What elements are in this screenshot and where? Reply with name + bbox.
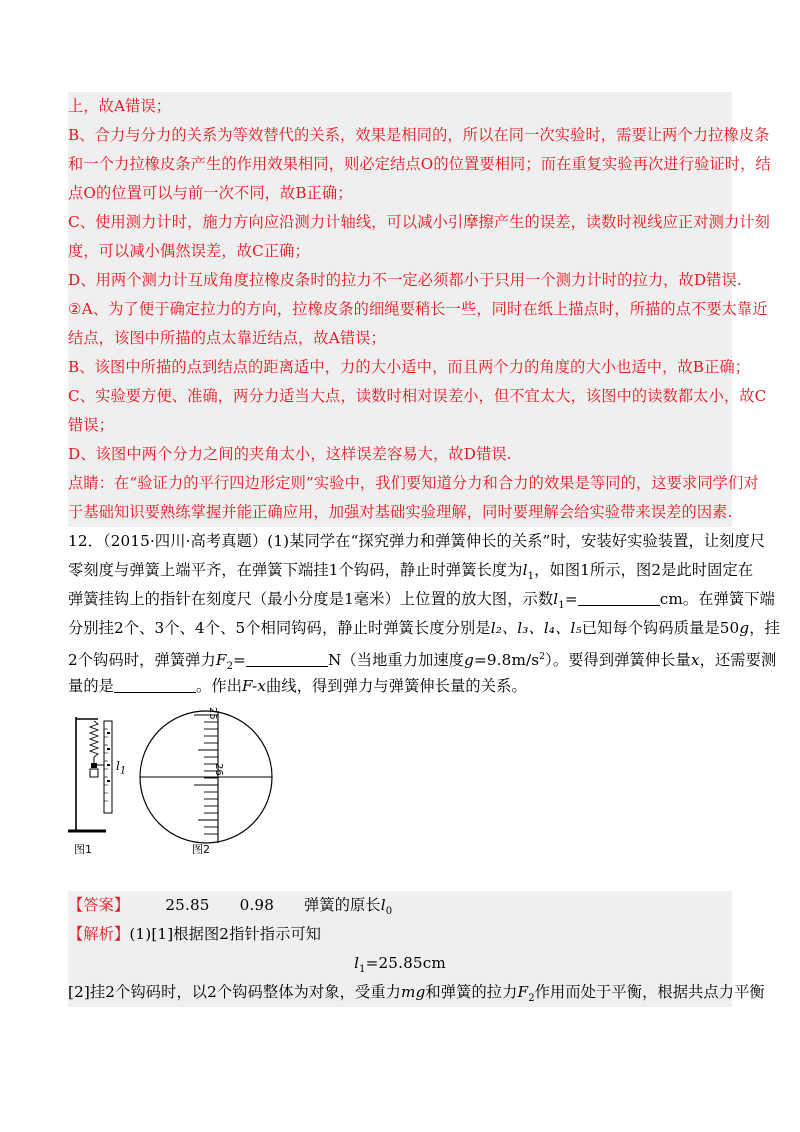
solution-line: B、该图中所描的点到结点的距离适中，力的大小适中，而且两个力的角度的大小也适中，故B正确；	[68, 358, 751, 376]
question-line	[68, 614, 780, 643]
variable: l	[354, 954, 360, 972]
figure-2-magnifier	[140, 711, 272, 843]
question-text: 曲线，得到弹力与弹簧伸长量的关系。	[266, 677, 527, 695]
solution-line: 上，故A错误；	[68, 97, 172, 115]
solution-line: 和一个力拉橡皮条产生的作用效果相同，则必定结点O的位置要相同；而在重复实验再次进行验证时，结	[68, 155, 771, 173]
answer-value-1: 25.85	[165, 896, 210, 914]
fig1-label	[116, 759, 126, 776]
fig1-label-sub: 1	[119, 765, 127, 777]
solution-line: 点O的位置可以与前一次不同，故B正确；	[68, 184, 353, 202]
analysis-label: 【解析】	[68, 925, 130, 943]
question-text: cm。在弹簧下端	[659, 590, 775, 608]
question-text: 零刻度与弹簧上端平齐，在弹簧下端挂1个钩码，静止时弹簧长度为	[68, 561, 523, 579]
question-text: 已知每个钩码质量是50	[581, 619, 740, 637]
solution-line: 结点，该图中所描的点太靠近结点，故A错误；	[68, 329, 386, 347]
subscript: 2	[528, 993, 535, 1005]
answer-blank-2[interactable]	[246, 652, 328, 667]
question-text: ，还需要测	[699, 651, 777, 670]
hook-mass	[90, 769, 98, 777]
analysis-line	[68, 978, 765, 1007]
solution-line: D、用两个测力计互成角度拉橡皮条时的拉力不一定必须都小于只用一个测力计时的拉力，故D错误.	[68, 271, 742, 289]
variable: l	[380, 896, 386, 914]
question-text: ，如图1所示，图2是此时固定在	[534, 561, 754, 579]
answer-value-2: 0.98	[239, 896, 275, 914]
question-12	[68, 527, 780, 701]
equals: =	[233, 651, 246, 670]
answer-blank-3[interactable]	[114, 678, 196, 693]
solution-line: 度，可以减小偶然误差，故C正确；	[68, 242, 310, 260]
figures	[68, 707, 732, 879]
question-text: ）。要得到弹簧伸长量	[545, 651, 691, 670]
solution-line: 点睛：在“验证力的平行四边形定则”实验中，我们要知道分力和合力的效果是等同的，这要求同学们对	[68, 474, 759, 492]
equation-value: =25.85cm	[365, 954, 446, 972]
answer-value-3: 弹簧的原长	[304, 896, 381, 914]
analysis-line	[68, 920, 732, 949]
question-text: 分别挂2个、3个、4个、5个相同钩码，静止时弹簧长度分别是	[68, 619, 491, 637]
subscript: 0	[385, 906, 393, 918]
ruler	[104, 721, 112, 813]
analysis-text: (1)[1]根据图2指针指示可知	[129, 925, 322, 943]
question-text: ，挂	[749, 619, 780, 637]
solution-line: C、实验要方便、准确，两分力适当大点，读数时相对误差小，但不宜太大，该图中的读数都太小，故C	[68, 387, 767, 405]
question-line	[68, 643, 777, 673]
answer-section	[68, 891, 765, 1007]
equals: =	[564, 590, 578, 608]
variable: F	[215, 651, 227, 670]
question-line	[68, 672, 732, 701]
solution-line: 于基础知识要熟练掌握并能正确应用，加强对基础实验理解，同时要理解会给实验带来误差的因素.	[68, 503, 733, 521]
fig1-label-var: l	[116, 759, 120, 773]
solution-line: B、合力与分力的关系为等效替代的关系，效果是相同的，所以在同一次实验时，需要让两个力拉橡皮条	[68, 126, 770, 144]
variable: l	[522, 561, 528, 579]
question-text: 2个钩码时，弹簧弹力	[68, 651, 216, 670]
answer-blank-1[interactable]	[578, 591, 660, 606]
question-line	[68, 585, 775, 614]
subscript: 1	[359, 964, 366, 976]
superscript: 2	[539, 652, 546, 662]
question-source: （2015·四川·高考真题）	[102, 532, 268, 550]
solution-line: D、该图中两个分力之间的夹角太小，这样误差容易大，故D错误.	[68, 445, 512, 463]
variable: l	[553, 590, 559, 608]
apparatus-figures	[68, 707, 288, 867]
question-text: 量的是	[68, 677, 115, 695]
answer-label: 【答案】	[68, 896, 130, 914]
subscript: 1	[527, 571, 535, 583]
variable: x	[690, 651, 700, 670]
question-text: (1)某同学在“探究弹力和弹簧伸长的关系”时，安装好实验装置，让刻度尺	[267, 532, 766, 550]
analysis-text: [2]挂2个钩码时，以2个钩码整体为对象，受重力	[68, 983, 402, 1001]
variables: l₂、l₃、l₄、l₅	[490, 619, 582, 637]
analysis-equation	[68, 949, 732, 978]
solution-line: C、使用测力计时，施力方向应沿测力计轴线，可以减小引摩擦产生的误差，读数时视线应正对测力计刻	[68, 213, 770, 231]
spring	[90, 721, 98, 757]
fig1-caption: 图1	[74, 843, 92, 856]
hook-weight	[91, 763, 97, 768]
variable: F	[517, 983, 529, 1001]
scale-label-25: 25	[207, 707, 218, 720]
fig2-caption: 图2	[192, 843, 210, 856]
variable: mg	[401, 983, 426, 1001]
figure-1-apparatus	[68, 717, 112, 831]
question-line	[68, 556, 754, 585]
question-text: =9.8m/s	[473, 651, 540, 670]
subscript: 2	[226, 661, 234, 673]
variable: g	[464, 651, 474, 670]
document-page	[68, 92, 780, 1007]
question-line	[68, 527, 766, 556]
question-number: 12．	[68, 532, 103, 550]
solution-line: 错误；	[68, 416, 115, 434]
variable: g	[739, 619, 750, 637]
question-text: 。作出	[196, 677, 243, 695]
scale-label-26: 26	[213, 763, 224, 776]
subscript: 1	[558, 600, 565, 612]
previous-solution-block	[68, 92, 771, 527]
answer-line	[68, 891, 732, 920]
question-text: N（当地重力加速度	[327, 651, 465, 670]
variable: F-x	[242, 677, 267, 695]
solution-line: ②A、为了便于确定拉力的方向，拉橡皮条的细绳要稍长一些，同时在纸上描点时，所描的点不要太靠近	[68, 300, 768, 318]
analysis-text: 和弹簧的拉力	[425, 983, 518, 1001]
question-text: 弹簧挂钩上的指针在刻度尺（最小分度是1毫米）上位置的放大图，示数	[68, 590, 554, 608]
analysis-text: 作用而处于平衡，根据共点力平衡	[534, 983, 765, 1001]
